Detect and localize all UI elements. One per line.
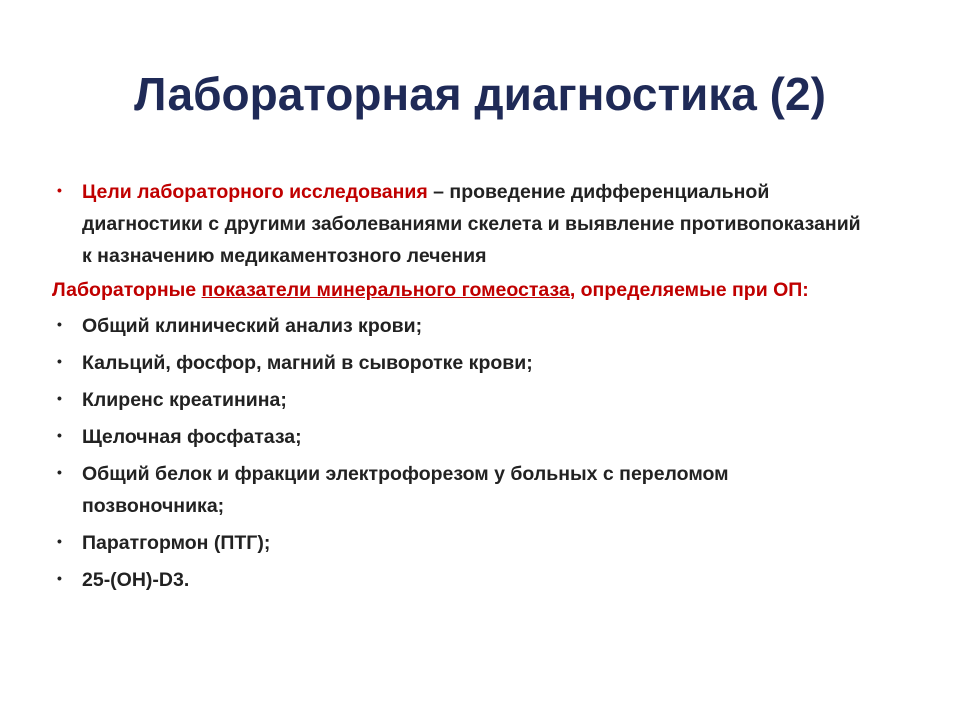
list-item [52, 564, 872, 596]
list-item [52, 527, 872, 559]
list-item [52, 310, 872, 342]
list-item-text: Общий клинический анализ крови; [82, 315, 423, 337]
list-item-text: Клиренс креатинина; [82, 389, 287, 411]
goals-label: Цели лабораторного исследования [82, 181, 428, 203]
list-item-text: Общий белок и фракции электрофорезом у больных с переломом позвоночника; [82, 463, 729, 517]
bullet-dot-icon: • [57, 464, 62, 480]
goals-text: – проведение дифференциальной диагностики с другими заболеваниями скелета и выявление противопоказаний к назначению медикаментозного лечения [82, 181, 861, 267]
slide-title: Лабораторная диагностика (2) [134, 68, 826, 120]
bullet-dot-icon: • [57, 427, 62, 443]
indicators-subheading [52, 274, 872, 306]
bullet-dot-icon: • [57, 533, 62, 549]
bullet-dot-icon: • [57, 390, 62, 406]
list-item [52, 347, 872, 379]
list-item-text: Щелочная фосфатаза; [82, 426, 302, 448]
indicators-list [52, 310, 872, 596]
bullet-dot-icon: • [57, 316, 62, 332]
list-item [52, 458, 872, 522]
subheading-prefix: Лабораторные [52, 279, 202, 301]
list-item-text: 25-(OH)-D3. [82, 569, 190, 591]
slide-content [52, 176, 872, 601]
bullet-dot-icon: • [57, 353, 62, 369]
list-item [52, 421, 872, 453]
list-item-text: Паратгормон (ПТГ); [82, 532, 271, 554]
subheading-suffix: , определяемые при ОП: [569, 279, 809, 301]
bullet-dot-icon: • [57, 182, 62, 198]
bullet-dot-icon: • [57, 570, 62, 586]
goals-bullet [52, 176, 872, 272]
list-item [52, 384, 872, 416]
subheading-underlined: показатели минерального гомеостаза [201, 279, 570, 301]
list-item-text: Кальций, фосфор, магний в сыворотке крови; [82, 352, 533, 374]
